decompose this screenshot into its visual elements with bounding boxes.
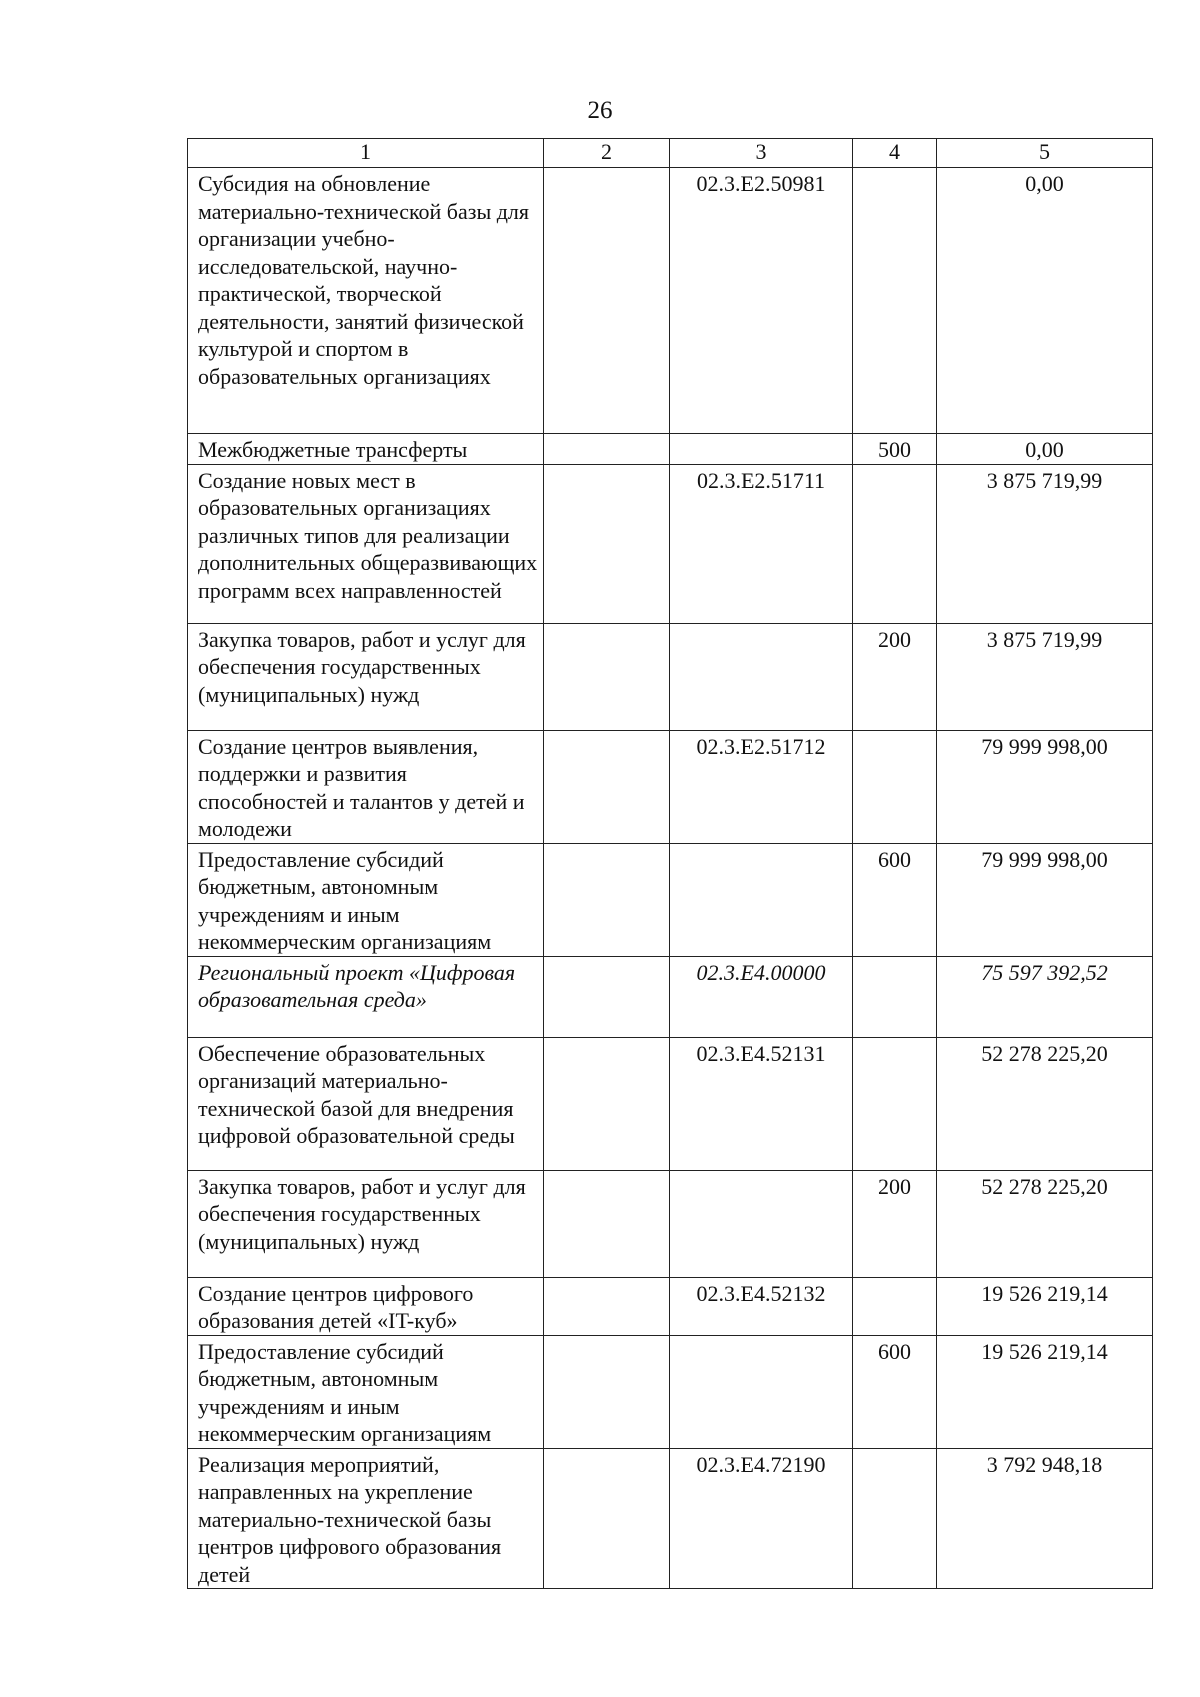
row-amount-cell: 52 278 225,20 — [937, 1037, 1153, 1170]
row-kind-cell — [853, 168, 937, 434]
row-name-cell: Обеспечение образовательных организаций материально-технической базой для внедрения цифровой образовательной среды — [188, 1037, 544, 1170]
row-code-cell: 02.3.Е2.51712 — [670, 730, 853, 843]
row-name-cell: Закупка товаров, работ и услуг для обеспечения государственных (муниципальных) нужд — [188, 1170, 544, 1277]
row-code-cell — [670, 1335, 853, 1448]
row-col2-cell — [544, 464, 670, 623]
row-amount-cell: 79 999 998,00 — [937, 843, 1153, 956]
table-row — [188, 168, 1153, 434]
row-kind-cell: 600 — [853, 843, 937, 956]
row-col2-cell — [544, 168, 670, 434]
table-row — [188, 1170, 1153, 1277]
row-name-cell: Создание центров выявления, поддержки и развития способностей и талантов у детей и молодежи — [188, 730, 544, 843]
row-amount-cell: 52 278 225,20 — [937, 1170, 1153, 1277]
row-amount-cell: 79 999 998,00 — [937, 730, 1153, 843]
row-col2-cell — [544, 623, 670, 730]
row-amount-cell: 0,00 — [937, 168, 1153, 434]
row-kind-cell — [853, 1037, 937, 1170]
table-row — [188, 623, 1153, 730]
row-kind-cell — [853, 1448, 937, 1589]
header-cell-3: 3 — [670, 139, 853, 168]
row-name-cell: Региональный проект «Цифровая образовательная среда» — [188, 956, 544, 1037]
row-name-cell: Предоставление субсидий бюджетным, автономным учреждениям и иным некоммерческим организациям — [188, 1335, 544, 1448]
header-cell-1: 1 — [188, 139, 544, 168]
table-row — [188, 464, 1153, 623]
row-kind-cell: 200 — [853, 1170, 937, 1277]
row-name-cell: Создание новых мест в образовательных организациях различных типов для реализации дополнительных общеразвивающих программ всех направленностей — [188, 464, 544, 623]
row-code-cell — [670, 1170, 853, 1277]
table-row — [188, 1277, 1153, 1335]
row-amount-cell: 19 526 219,14 — [937, 1335, 1153, 1448]
row-kind-cell: 600 — [853, 1335, 937, 1448]
row-amount-cell: 75 597 392,52 — [937, 956, 1153, 1037]
row-col2-cell — [544, 1037, 670, 1170]
table-row — [188, 434, 1153, 465]
table-row — [188, 1448, 1153, 1589]
table-row — [188, 1335, 1153, 1448]
table-row — [188, 730, 1153, 843]
row-col2-cell — [544, 1448, 670, 1589]
row-col2-cell — [544, 956, 670, 1037]
row-name-cell: Закупка товаров, работ и услуг для обеспечения государственных (муниципальных) нужд — [188, 623, 544, 730]
header-cell-4: 4 — [853, 139, 937, 168]
row-code-cell: 02.3.Е2.50981 — [670, 168, 853, 434]
table-header-row — [188, 139, 1153, 168]
row-col2-cell — [544, 1170, 670, 1277]
row-name-cell: Субсидия на обновление материально-технической базы для организации учебно-исследовательской, научно-практической, творческой деятельности, занятий физической культурой и спортом в образовательных организациях — [188, 168, 544, 434]
row-amount-cell: 3 875 719,99 — [937, 464, 1153, 623]
row-kind-cell — [853, 730, 937, 843]
row-col2-cell — [544, 843, 670, 956]
row-amount-cell: 0,00 — [937, 434, 1153, 465]
page-number: 26 — [587, 97, 613, 124]
row-kind-cell — [853, 464, 937, 623]
row-kind-cell — [853, 1277, 937, 1335]
row-code-cell: 02.3.Е2.51711 — [670, 464, 853, 623]
row-name-cell: Создание центров цифрового образования детей «IT-куб» — [188, 1277, 544, 1335]
row-kind-cell: 200 — [853, 623, 937, 730]
header-cell-2: 2 — [544, 139, 670, 168]
row-code-cell: 02.3.Е4.52131 — [670, 1037, 853, 1170]
table-row — [188, 956, 1153, 1037]
row-amount-cell: 19 526 219,14 — [937, 1277, 1153, 1335]
row-col2-cell — [544, 730, 670, 843]
row-code-cell: 02.3.Е4.52132 — [670, 1277, 853, 1335]
row-code-cell — [670, 623, 853, 730]
header-cell-5: 5 — [937, 139, 1153, 168]
row-kind-cell — [853, 956, 937, 1037]
row-code-cell — [670, 434, 853, 465]
table-row — [188, 843, 1153, 956]
row-amount-cell: 3 875 719,99 — [937, 623, 1153, 730]
row-col2-cell — [544, 434, 670, 465]
budget-table — [187, 138, 1153, 1589]
row-name-cell: Предоставление субсидий бюджетным, автономным учреждениям и иным некоммерческим организациям — [188, 843, 544, 956]
row-col2-cell — [544, 1277, 670, 1335]
row-kind-cell: 500 — [853, 434, 937, 465]
row-code-cell: 02.3.Е4.00000 — [670, 956, 853, 1037]
table-row — [188, 1037, 1153, 1170]
row-code-cell: 02.3.Е4.72190 — [670, 1448, 853, 1589]
row-name-cell: Межбюджетные трансферты — [188, 434, 544, 465]
row-col2-cell — [544, 1335, 670, 1448]
row-amount-cell: 3 792 948,18 — [937, 1448, 1153, 1589]
row-code-cell — [670, 843, 853, 956]
row-name-cell: Реализация мероприятий, направленных на укрепление материально-технической базы центров цифрового образования детей — [188, 1448, 544, 1589]
